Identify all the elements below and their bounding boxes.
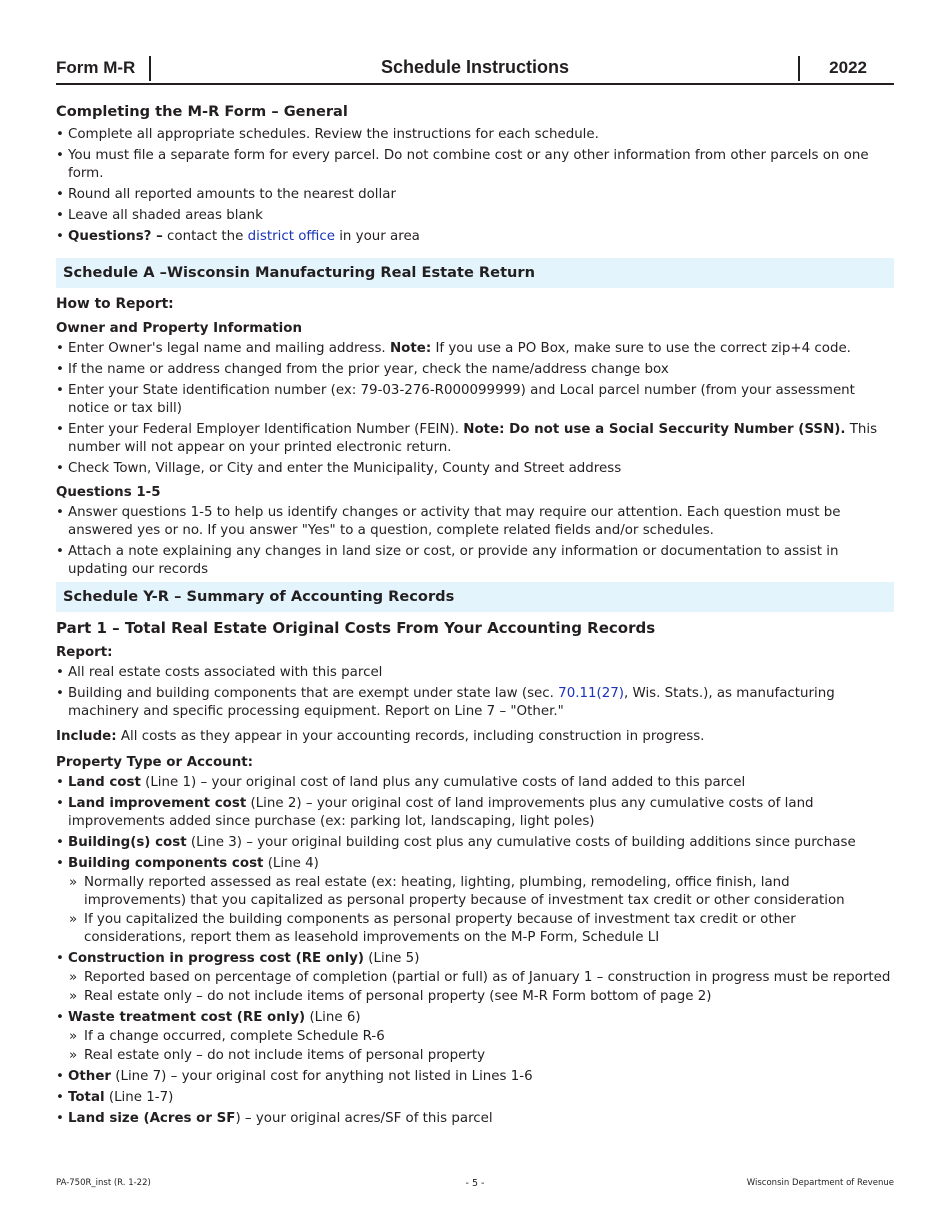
department-name: Wisconsin Department of Revenue [746,1178,894,1188]
include-note [56,728,894,746]
list-item: • Complete all appropriate schedules. Review the instructions for each schedule. [56,126,894,144]
list-item-construction [56,950,894,1006]
questions-heading: Questions 1-5 [56,485,161,500]
part1-heading: Part 1 – Total Real Estate Original Costs From Your Accounting Records [56,619,656,637]
sub-item: » Real estate only – do not include items of personal property [68,1047,894,1065]
questions-label: Questions? – [68,229,163,244]
form-year: 2022 [829,58,867,77]
page-header [56,56,894,85]
list-item: • All real estate costs associated with this parcel [56,664,894,682]
waste-sublist [68,1028,894,1065]
list-item-building [56,834,894,852]
list-item-questions [56,228,894,246]
list-item [56,685,894,721]
owner-4-note: Note: Do not use a Social Seccurity Number (SSN). [463,422,846,437]
schedule-a-band: Schedule A –Wisconsin Manufacturing Real Estate Return [56,258,894,288]
district-office-link[interactable]: district office [247,229,335,244]
list-item-total [56,1089,894,1107]
statute-link[interactable]: 70.11(27) [558,686,624,701]
owner-4-text: Enter your Federal Employer Identification Number (FEIN). [68,422,464,437]
construction-text: (Line 5) [364,951,420,966]
owner-1-text-end: If you use a PO Box, make sure to use the correct zip+4 code. [431,341,851,356]
construction-sublist [68,969,894,1006]
property-type-list [56,774,894,1128]
page-number: - 5 - [465,1178,485,1189]
instructions-body [56,102,894,1131]
construction-label: Construction in progress cost (RE only) [68,951,365,966]
list-item: • Round all reported amounts to the nearest dollar [56,186,894,204]
list-item-land-improvement [56,795,894,831]
list-item: • If the name or address changed from the prior year, check the name/address change box [56,361,894,379]
how-to-report-heading: How to Report: [56,296,174,312]
sub-item: » Reported based on percentage of completion (partial or full) as of January 1 – construction in progress must be reported [68,969,894,987]
owner-heading: Owner and Property Information [56,321,302,336]
building-text: (Line 3) – your original building cost plus any cumulative costs of building additions since purchase [186,835,856,850]
list-item: • Leave all shaded areas blank [56,207,894,225]
questions-text-end: in your area [334,229,420,244]
list-item: • Attach a note explaining any changes in land size or cost, or provide any information or documentation to assist in updating our records [56,543,894,579]
report-heading: Report: [56,645,113,660]
owner-4-text-end: This number will not appear on your printed electronic return. [68,422,878,455]
list-item: • You must file a separate form for every parcel. Do not combine cost or any other information from other parcels on one form. [56,147,894,183]
header-divider-right [798,56,800,81]
waste-label: Waste treatment cost (RE only) [68,1010,306,1025]
general-list [56,126,894,246]
form-code: PA-750R_inst (R. 1-22) [56,1178,151,1188]
page-title: Schedule Instructions [380,57,570,77]
general-heading: Completing the M-R Form – General [56,103,348,120]
owner-1-note: Note: [389,341,432,356]
sub-item: » If you capitalized the building components as personal property because of investment tax credit or other considerations, report them as leasehold improvements on the M-P Form, Schedule LI [68,911,894,947]
total-text: (Line 1-7) [104,1090,174,1105]
components-label: Building components cost [68,856,264,871]
report-2-text-end: , Wis. Stats.), as manufacturing machinery and specific processing equipment. Report on Line 7 – "Other." [68,686,835,719]
total-label: Total [68,1090,105,1105]
sub-item: » Normally reported assessed as real estate (ex: heating, lighting, plumbing, remodeling, office finish, land improvements) that you capitalized as personal property because of investment tax credit or other consideration [68,874,894,910]
list-item-other [56,1068,894,1086]
questions-list [56,504,894,579]
list-item: • Answer questions 1-5 to help us identify changes or activity that may require our attention. Each question must be answered yes or no. If you answer "Yes" to a question, complete related fields and/or schedules. [56,504,894,540]
list-item [56,340,894,358]
questions-text: contact the [162,229,248,244]
land-size-label: Land size (Acres or SF [68,1111,236,1126]
land-improvement-text: (Line 2) – your original cost of land improvements plus any cumulative costs of land improvements added since purchase (ex: parking lot, landscaping, light poles) [68,796,814,829]
land-size-text: ) – your original acres/SF of this parcel [235,1111,493,1126]
property-type-heading: Property Type or Account: [56,755,254,770]
components-text: (Line 4) [263,856,319,871]
report-2-text: Building and building components that are exempt under state law (sec. [68,686,559,701]
list-item-land-size [56,1110,894,1128]
report-list [56,664,894,721]
owner-1-text: Enter Owner's legal name and mailing address. [68,341,390,356]
land-label: Land cost [68,775,141,790]
land-text: (Line 1) – your original cost of land plus any cumulative costs of land added to this parcel [140,775,746,790]
form-name: Form M-R [56,58,136,77]
list-item-building-components [56,855,894,947]
include-label: Include: [56,729,117,744]
include-text: All costs as they appear in your accounting records, including construction in progress. [116,729,705,744]
other-label: Other [68,1069,112,1084]
owner-list [56,340,894,478]
schedule-yr-band: Schedule Y-R – Summary of Accounting Records [56,582,894,612]
sub-item: » Real estate only – do not include items of personal property (see M-R Form bottom of page 2) [68,988,894,1006]
components-sublist [68,874,894,947]
building-label: Building(s) cost [68,835,187,850]
sub-item: » If a change occurred, complete Schedule R-6 [68,1028,894,1046]
waste-text: (Line 6) [305,1010,361,1025]
other-text: (Line 7) – your original cost for anything not listed in Lines 1-6 [111,1069,533,1084]
list-item: • Enter your State identification number (ex: 79-03-276-R000099999) and Local parcel number (from your assessment notice or tax bill) [56,382,894,418]
list-item [56,421,894,457]
list-item: • Check Town, Village, or City and enter the Municipality, County and Street address [56,460,894,478]
list-item-land [56,774,894,792]
list-item-waste [56,1009,894,1065]
land-improvement-label: Land improvement cost [68,796,247,811]
